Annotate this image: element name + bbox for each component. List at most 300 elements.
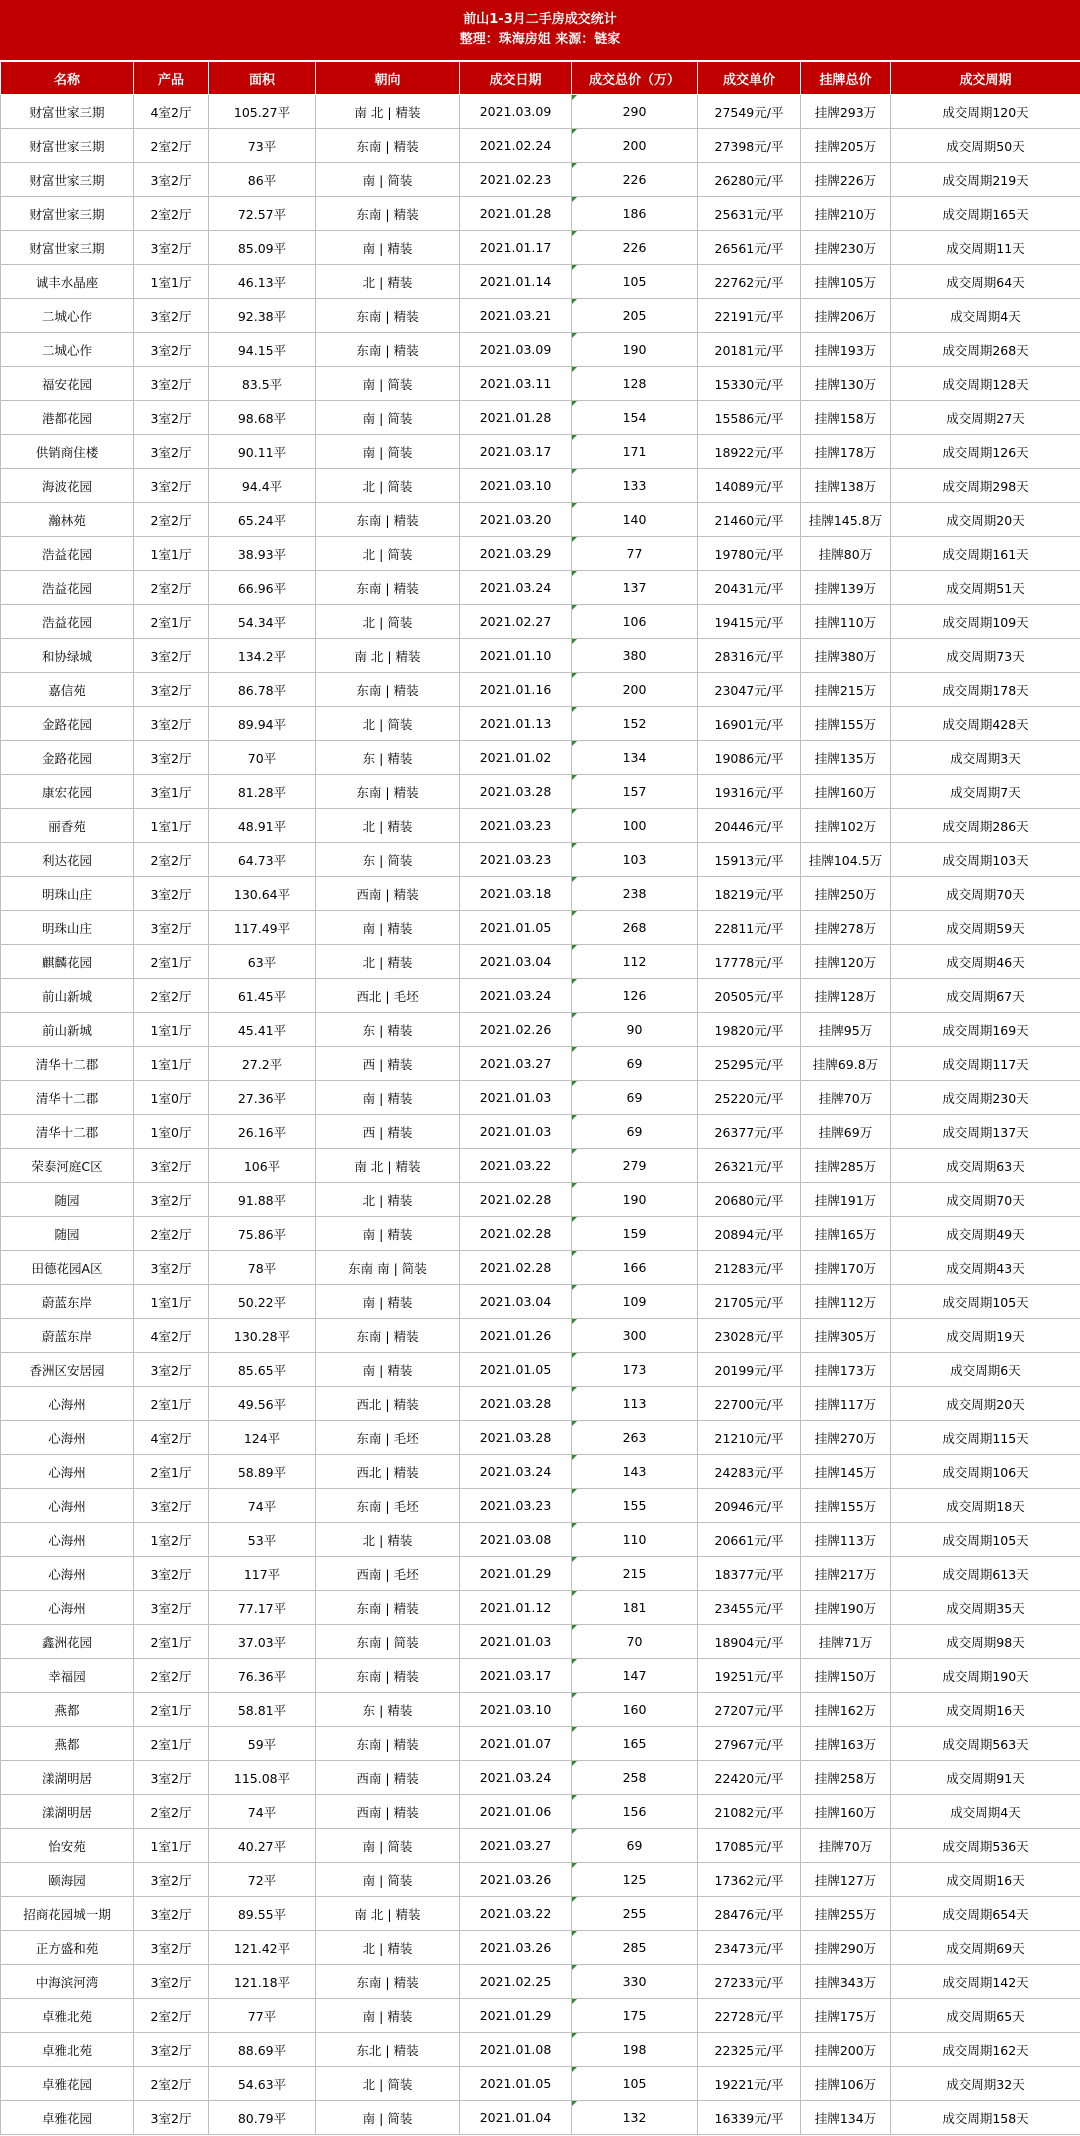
cell-orientation: 北 | 精装 — [316, 1931, 460, 1965]
cell-product: 2室2厅 — [134, 1217, 209, 1251]
cell-unit-price: 19820元/平 — [698, 1013, 801, 1047]
cell-deal-date: 2021.03.24 — [460, 979, 572, 1013]
cell-deal-cycle: 成交周期109天 — [891, 605, 1080, 639]
cell-total-price: 290 — [572, 95, 698, 129]
cell-orientation: 东南 | 精装 — [316, 299, 460, 333]
cell-deal-cycle: 成交周期162天 — [891, 2033, 1080, 2067]
cell-deal-cycle: 成交周期91天 — [891, 1761, 1080, 1795]
cell-name: 瀚林苑 — [1, 503, 134, 537]
cell-product: 1室1厅 — [134, 1285, 209, 1319]
cell-orientation: 西北 | 精装 — [316, 1387, 460, 1421]
cell-unit-price: 20661元/平 — [698, 1523, 801, 1557]
cell-total-price: 226 — [572, 231, 698, 265]
table-row — [1, 877, 1080, 911]
cell-unit-price: 26321元/平 — [698, 1149, 801, 1183]
cell-total-price: 105 — [572, 2067, 698, 2101]
cell-product: 1室1厅 — [134, 1013, 209, 1047]
cell-unit-price: 20199元/平 — [698, 1353, 801, 1387]
cell-listing-price: 挂牌290万 — [801, 1931, 891, 1965]
cell-product: 3室2厅 — [134, 435, 209, 469]
cell-name: 心海州 — [1, 1455, 134, 1489]
cell-product: 3室2厅 — [134, 1251, 209, 1285]
cell-name: 随园 — [1, 1217, 134, 1251]
table-row — [1, 1387, 1080, 1421]
cell-name: 卓雅北苑 — [1, 2033, 134, 2067]
table-row — [1, 163, 1080, 197]
cell-deal-cycle: 成交周期169天 — [891, 1013, 1080, 1047]
cell-product: 3室2厅 — [134, 707, 209, 741]
cell-total-price: 154 — [572, 401, 698, 435]
cell-product: 3室2厅 — [134, 163, 209, 197]
cell-total-price: 143 — [572, 1455, 698, 1489]
cell-name: 浩益花园 — [1, 571, 134, 605]
cell-deal-date: 2021.01.29 — [460, 1999, 572, 2033]
cell-orientation: 东南 | 简装 — [316, 1625, 460, 1659]
cell-deal-date: 2021.03.28 — [460, 1421, 572, 1455]
cell-listing-price: 挂牌160万 — [801, 1795, 891, 1829]
cell-deal-cycle: 成交周期49天 — [891, 1217, 1080, 1251]
table-row — [1, 1625, 1080, 1659]
cell-area: 106平 — [209, 1149, 316, 1183]
cell-product: 3室2厅 — [134, 877, 209, 911]
table-row — [1, 1421, 1080, 1455]
cell-deal-date: 2021.01.03 — [460, 1081, 572, 1115]
cell-orientation: 东南 | 精装 — [316, 673, 460, 707]
cell-total-price: 175 — [572, 1999, 698, 2033]
cell-listing-price: 挂牌250万 — [801, 877, 891, 911]
cell-total-price: 285 — [572, 1931, 698, 1965]
cell-deal-cycle: 成交周期654天 — [891, 1897, 1080, 1931]
cell-orientation: 北 | 简装 — [316, 605, 460, 639]
table-row — [1, 1931, 1080, 1965]
cell-listing-price: 挂牌71万 — [801, 1625, 891, 1659]
cell-deal-cycle: 成交周期20天 — [891, 503, 1080, 537]
cell-deal-cycle: 成交周期428天 — [891, 707, 1080, 741]
cell-listing-price: 挂牌70万 — [801, 1829, 891, 1863]
cell-listing-price: 挂牌165万 — [801, 1217, 891, 1251]
cell-unit-price: 20894元/平 — [698, 1217, 801, 1251]
cell-name: 心海州 — [1, 1523, 134, 1557]
cell-orientation: 北 | 精装 — [316, 809, 460, 843]
cell-listing-price: 挂牌130万 — [801, 367, 891, 401]
cell-unit-price: 21460元/平 — [698, 503, 801, 537]
cell-unit-price: 17362元/平 — [698, 1863, 801, 1897]
cell-listing-price: 挂牌134万 — [801, 2101, 891, 2135]
cell-total-price: 300 — [572, 1319, 698, 1353]
cell-total-price: 380 — [572, 639, 698, 673]
cell-unit-price: 27233元/平 — [698, 1965, 801, 1999]
cell-name: 卓雅北苑 — [1, 1999, 134, 2033]
cell-area: 134.2平 — [209, 639, 316, 673]
cell-product: 2室2厅 — [134, 979, 209, 1013]
column-header-total-price: 成交总价（万） — [572, 62, 698, 95]
cell-unit-price: 18377元/平 — [698, 1557, 801, 1591]
cell-unit-price: 21705元/平 — [698, 1285, 801, 1319]
cell-total-price: 134 — [572, 741, 698, 775]
cell-unit-price: 17778元/平 — [698, 945, 801, 979]
cell-product: 3室2厅 — [134, 1897, 209, 1931]
cell-name: 二城心作 — [1, 299, 134, 333]
cell-area: 76.36平 — [209, 1659, 316, 1693]
table-row — [1, 1319, 1080, 1353]
cell-orientation: 东南 | 精装 — [316, 333, 460, 367]
cell-product: 1室1厅 — [134, 265, 209, 299]
cell-total-price: 215 — [572, 1557, 698, 1591]
cell-product: 1室1厅 — [134, 1829, 209, 1863]
cell-orientation: 东南 | 精装 — [316, 1659, 460, 1693]
cell-unit-price: 24283元/平 — [698, 1455, 801, 1489]
cell-name: 正方盛和苑 — [1, 1931, 134, 1965]
header-row — [1, 62, 1080, 95]
cell-name: 中海滨河湾 — [1, 1965, 134, 1999]
cell-product: 3室2厅 — [134, 1183, 209, 1217]
cell-deal-date: 2021.01.29 — [460, 1557, 572, 1591]
table-row — [1, 2033, 1080, 2067]
table-row — [1, 1761, 1080, 1795]
cell-name: 心海州 — [1, 1387, 134, 1421]
cell-unit-price: 18904元/平 — [698, 1625, 801, 1659]
cell-deal-cycle: 成交周期286天 — [891, 809, 1080, 843]
cell-product: 2室1厅 — [134, 945, 209, 979]
table-row — [1, 197, 1080, 231]
cell-name: 心海州 — [1, 1421, 134, 1455]
cell-orientation: 西北 | 精装 — [316, 1455, 460, 1489]
cell-deal-date: 2021.01.03 — [460, 1625, 572, 1659]
cell-deal-date: 2021.03.26 — [460, 1931, 572, 1965]
cell-product: 3室2厅 — [134, 401, 209, 435]
cell-listing-price: 挂牌110万 — [801, 605, 891, 639]
cell-deal-cycle: 成交周期178天 — [891, 673, 1080, 707]
cell-area: 64.73平 — [209, 843, 316, 877]
cell-total-price: 268 — [572, 911, 698, 945]
cell-deal-date: 2021.01.12 — [460, 1591, 572, 1625]
cell-orientation: 东北 | 精装 — [316, 2033, 460, 2067]
cell-deal-cycle: 成交周期137天 — [891, 1115, 1080, 1149]
cell-total-price: 165 — [572, 1727, 698, 1761]
cell-deal-date: 2021.01.13 — [460, 707, 572, 741]
cell-name: 卓雅花园 — [1, 2067, 134, 2101]
cell-name: 金路花园 — [1, 707, 134, 741]
cell-unit-price: 21210元/平 — [698, 1421, 801, 1455]
cell-product: 2室2厅 — [134, 1659, 209, 1693]
cell-orientation: 北 | 简装 — [316, 537, 460, 571]
cell-deal-date: 2021.01.04 — [460, 2101, 572, 2135]
cell-orientation: 南 北 | 精装 — [316, 95, 460, 129]
cell-deal-cycle: 成交周期19天 — [891, 1319, 1080, 1353]
cell-deal-cycle: 成交周期563天 — [891, 1727, 1080, 1761]
cell-product: 3室2厅 — [134, 1353, 209, 1387]
cell-total-price: 190 — [572, 333, 698, 367]
cell-unit-price: 27398元/平 — [698, 129, 801, 163]
table-row — [1, 1251, 1080, 1285]
cell-name: 鑫洲花园 — [1, 1625, 134, 1659]
column-header-listing-price: 挂牌总价 — [801, 62, 891, 95]
cell-area: 121.18平 — [209, 1965, 316, 1999]
cell-deal-cycle: 成交周期613天 — [891, 1557, 1080, 1591]
cell-total-price: 156 — [572, 1795, 698, 1829]
cell-name: 财富世家三期 — [1, 95, 134, 129]
column-header-name: 名称 — [1, 62, 134, 95]
cell-deal-date: 2021.03.28 — [460, 1387, 572, 1421]
cell-total-price: 109 — [572, 1285, 698, 1319]
column-header-product: 产品 — [134, 62, 209, 95]
cell-deal-date: 2021.01.17 — [460, 231, 572, 265]
cell-orientation: 南 | 简装 — [316, 435, 460, 469]
cell-product: 2室1厅 — [134, 1625, 209, 1659]
cell-deal-date: 2021.03.11 — [460, 367, 572, 401]
cell-product: 1室2厅 — [134, 1523, 209, 1557]
cell-area: 46.13平 — [209, 265, 316, 299]
table-row — [1, 1795, 1080, 1829]
table-row — [1, 469, 1080, 503]
cell-name: 明珠山庄 — [1, 877, 134, 911]
cell-unit-price: 20181元/平 — [698, 333, 801, 367]
table-row — [1, 2101, 1080, 2135]
table-row — [1, 1863, 1080, 1897]
cell-area: 27.36平 — [209, 1081, 316, 1115]
cell-area: 86平 — [209, 163, 316, 197]
cell-name: 金路花园 — [1, 741, 134, 775]
cell-deal-cycle: 成交周期230天 — [891, 1081, 1080, 1115]
cell-product: 3室2厅 — [134, 1863, 209, 1897]
cell-listing-price: 挂牌343万 — [801, 1965, 891, 1999]
cell-unit-price: 22728元/平 — [698, 1999, 801, 2033]
cell-area: 92.38平 — [209, 299, 316, 333]
cell-listing-price: 挂牌210万 — [801, 197, 891, 231]
cell-deal-date: 2021.03.27 — [460, 1829, 572, 1863]
cell-listing-price: 挂牌200万 — [801, 2033, 891, 2067]
table-row — [1, 945, 1080, 979]
cell-deal-cycle: 成交周期120天 — [891, 95, 1080, 129]
cell-deal-date: 2021.03.10 — [460, 469, 572, 503]
cell-deal-cycle: 成交周期51天 — [891, 571, 1080, 605]
cell-product: 3室2厅 — [134, 1149, 209, 1183]
cell-area: 61.45平 — [209, 979, 316, 1013]
cell-name: 诚丰水晶座 — [1, 265, 134, 299]
cell-deal-cycle: 成交周期43天 — [891, 1251, 1080, 1285]
cell-name: 怡安苑 — [1, 1829, 134, 1863]
cell-listing-price: 挂牌305万 — [801, 1319, 891, 1353]
cell-listing-price: 挂牌285万 — [801, 1149, 891, 1183]
table-row — [1, 605, 1080, 639]
cell-product: 1室1厅 — [134, 537, 209, 571]
cell-orientation: 南 北 | 精装 — [316, 1149, 460, 1183]
cell-orientation: 南 | 简装 — [316, 1829, 460, 1863]
cell-listing-price: 挂牌191万 — [801, 1183, 891, 1217]
cell-orientation: 东南 南 | 简装 — [316, 1251, 460, 1285]
cell-total-price: 258 — [572, 1761, 698, 1795]
cell-product: 2室2厅 — [134, 571, 209, 605]
cell-deal-date: 2021.03.27 — [460, 1047, 572, 1081]
table-row — [1, 1183, 1080, 1217]
table-row — [1, 571, 1080, 605]
cell-deal-cycle: 成交周期190天 — [891, 1659, 1080, 1693]
cell-product: 2室2厅 — [134, 503, 209, 537]
cell-total-price: 100 — [572, 809, 698, 843]
cell-product: 3室2厅 — [134, 1557, 209, 1591]
cell-listing-price: 挂牌193万 — [801, 333, 891, 367]
cell-name: 海波花园 — [1, 469, 134, 503]
cell-name: 燕都 — [1, 1727, 134, 1761]
cell-total-price: 70 — [572, 1625, 698, 1659]
cell-total-price: 200 — [572, 673, 698, 707]
cell-deal-cycle: 成交周期105天 — [891, 1285, 1080, 1319]
cell-deal-date: 2021.03.21 — [460, 299, 572, 333]
cell-name: 卓雅花园 — [1, 2101, 134, 2135]
cell-listing-price: 挂牌102万 — [801, 809, 891, 843]
cell-name: 福安花园 — [1, 367, 134, 401]
cell-deal-cycle: 成交周期65天 — [891, 1999, 1080, 2033]
cell-listing-price: 挂牌226万 — [801, 163, 891, 197]
table-row — [1, 1693, 1080, 1727]
cell-name: 康宏花园 — [1, 775, 134, 809]
cell-total-price: 226 — [572, 163, 698, 197]
cell-area: 98.68平 — [209, 401, 316, 435]
cell-product: 2室1厅 — [134, 1727, 209, 1761]
column-header-area: 面积 — [209, 62, 316, 95]
cell-area: 86.78平 — [209, 673, 316, 707]
cell-product: 3室2厅 — [134, 1931, 209, 1965]
cell-orientation: 东 | 精装 — [316, 1013, 460, 1047]
cell-deal-date: 2021.02.25 — [460, 1965, 572, 1999]
cell-area: 88.69平 — [209, 2033, 316, 2067]
cell-deal-date: 2021.01.03 — [460, 1115, 572, 1149]
cell-deal-date: 2021.01.16 — [460, 673, 572, 707]
cell-deal-cycle: 成交周期63天 — [891, 1149, 1080, 1183]
cell-deal-cycle: 成交周期64天 — [891, 265, 1080, 299]
cell-name: 清华十二郡 — [1, 1115, 134, 1149]
cell-unit-price: 18922元/平 — [698, 435, 801, 469]
cell-deal-date: 2021.02.28 — [460, 1217, 572, 1251]
cell-area: 121.42平 — [209, 1931, 316, 1965]
cell-total-price: 279 — [572, 1149, 698, 1183]
cell-deal-date: 2021.01.08 — [460, 2033, 572, 2067]
cell-area: 27.2平 — [209, 1047, 316, 1081]
cell-area: 89.94平 — [209, 707, 316, 741]
cell-listing-price: 挂牌127万 — [801, 1863, 891, 1897]
table-row — [1, 95, 1080, 129]
cell-total-price: 190 — [572, 1183, 698, 1217]
cell-listing-price: 挂牌155万 — [801, 1489, 891, 1523]
cell-listing-price: 挂牌105万 — [801, 265, 891, 299]
cell-orientation: 南 | 简装 — [316, 367, 460, 401]
cell-orientation: 北 | 简装 — [316, 2067, 460, 2101]
cell-unit-price: 14089元/平 — [698, 469, 801, 503]
cell-area: 63平 — [209, 945, 316, 979]
cell-area: 74平 — [209, 1795, 316, 1829]
cell-name: 前山新城 — [1, 979, 134, 1013]
cell-orientation: 东南 | 精装 — [316, 1319, 460, 1353]
table-row — [1, 1353, 1080, 1387]
cell-area: 75.86平 — [209, 1217, 316, 1251]
table-row — [1, 333, 1080, 367]
cell-orientation: 南 | 精装 — [316, 911, 460, 945]
title-bar — [0, 0, 1080, 61]
cell-orientation: 北 | 精装 — [316, 1523, 460, 1557]
cell-unit-price: 19415元/平 — [698, 605, 801, 639]
cell-total-price: 69 — [572, 1115, 698, 1149]
table-row — [1, 707, 1080, 741]
cell-listing-price: 挂牌158万 — [801, 401, 891, 435]
cell-listing-price: 挂牌112万 — [801, 1285, 891, 1319]
cell-total-price: 140 — [572, 503, 698, 537]
cell-deal-cycle: 成交周期59天 — [891, 911, 1080, 945]
cell-area: 48.91平 — [209, 809, 316, 843]
cell-product: 2室2厅 — [134, 1795, 209, 1829]
cell-deal-cycle: 成交周期4天 — [891, 1795, 1080, 1829]
cell-unit-price: 20446元/平 — [698, 809, 801, 843]
cell-orientation: 南 | 精装 — [316, 1999, 460, 2033]
cell-unit-price: 19316元/平 — [698, 775, 801, 809]
cell-unit-price: 26280元/平 — [698, 163, 801, 197]
table-row — [1, 1659, 1080, 1693]
cell-name: 心海州 — [1, 1489, 134, 1523]
cell-name: 利达花园 — [1, 843, 134, 877]
table-row — [1, 979, 1080, 1013]
cell-total-price: 126 — [572, 979, 698, 1013]
cell-deal-date: 2021.03.04 — [460, 945, 572, 979]
cell-deal-cycle: 成交周期27天 — [891, 401, 1080, 435]
cell-total-price: 137 — [572, 571, 698, 605]
cell-unit-price: 19086元/平 — [698, 741, 801, 775]
cell-area: 65.24平 — [209, 503, 316, 537]
cell-orientation: 南 北 | 精装 — [316, 639, 460, 673]
cell-deal-date: 2021.03.17 — [460, 1659, 572, 1693]
cell-orientation: 南 | 精装 — [316, 1285, 460, 1319]
cell-orientation: 西北 | 毛坯 — [316, 979, 460, 1013]
cell-deal-date: 2021.01.05 — [460, 2067, 572, 2101]
cell-product: 3室2厅 — [134, 2033, 209, 2067]
cell-orientation: 西南 | 毛坯 — [316, 1557, 460, 1591]
cell-area: 59平 — [209, 1727, 316, 1761]
table-row — [1, 1217, 1080, 1251]
cell-deal-cycle: 成交周期46天 — [891, 945, 1080, 979]
cell-deal-date: 2021.02.28 — [460, 1251, 572, 1285]
cell-listing-price: 挂牌138万 — [801, 469, 891, 503]
cell-unit-price: 15913元/平 — [698, 843, 801, 877]
cell-deal-date: 2021.03.24 — [460, 1455, 572, 1489]
cell-total-price: 181 — [572, 1591, 698, 1625]
table-row — [1, 1047, 1080, 1081]
cell-total-price: 132 — [572, 2101, 698, 2135]
cell-area: 26.16平 — [209, 1115, 316, 1149]
cell-product: 2室2厅 — [134, 1999, 209, 2033]
cell-deal-cycle: 成交周期298天 — [891, 469, 1080, 503]
cell-area: 54.63平 — [209, 2067, 316, 2101]
cell-unit-price: 22191元/平 — [698, 299, 801, 333]
cell-area: 90.11平 — [209, 435, 316, 469]
cell-area: 105.27平 — [209, 95, 316, 129]
table-row — [1, 1285, 1080, 1319]
cell-total-price: 152 — [572, 707, 698, 741]
cell-product: 1室0厅 — [134, 1115, 209, 1149]
table-row — [1, 1523, 1080, 1557]
cell-listing-price: 挂牌135万 — [801, 741, 891, 775]
cell-name: 燕都 — [1, 1693, 134, 1727]
cell-name: 港都花园 — [1, 401, 134, 435]
cell-product: 2室1厅 — [134, 1387, 209, 1421]
cell-total-price: 105 — [572, 265, 698, 299]
cell-unit-price: 27207元/平 — [698, 1693, 801, 1727]
cell-listing-price: 挂牌175万 — [801, 1999, 891, 2033]
cell-total-price: 69 — [572, 1047, 698, 1081]
table-row — [1, 775, 1080, 809]
table-row — [1, 265, 1080, 299]
cell-area: 130.64平 — [209, 877, 316, 911]
cell-unit-price: 26377元/平 — [698, 1115, 801, 1149]
cell-area: 58.89平 — [209, 1455, 316, 1489]
cell-orientation: 东南 | 精装 — [316, 1727, 460, 1761]
